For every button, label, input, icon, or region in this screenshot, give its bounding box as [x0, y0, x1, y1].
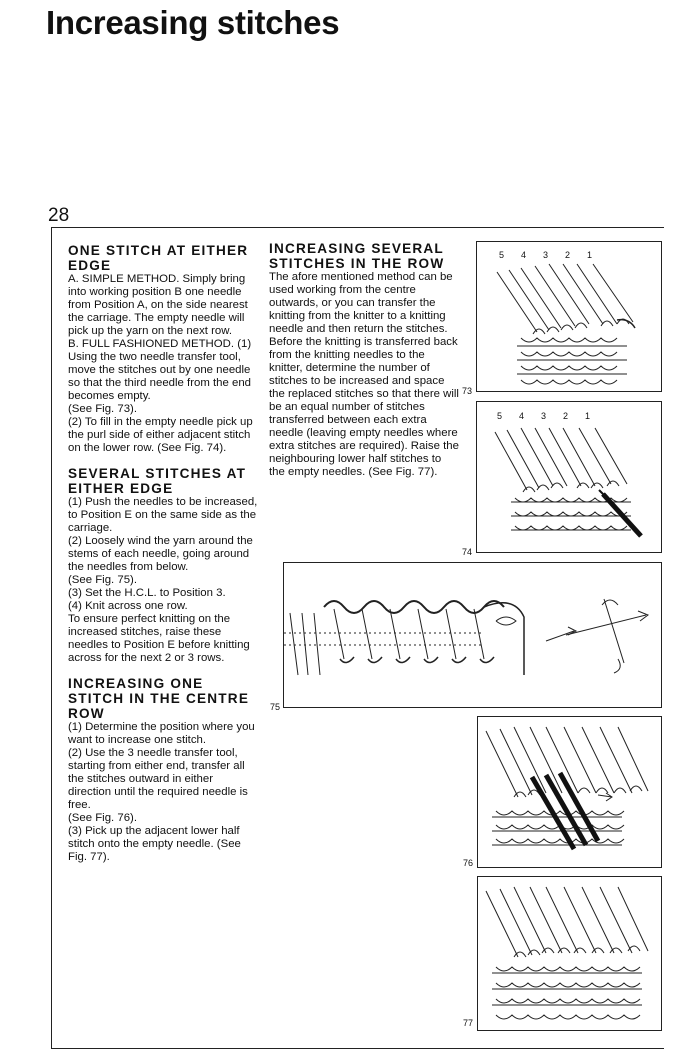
para-simple-method: A. SIMPLE METHOD. Simply bring into working position B one needle from Position A, on the side nearest the carriage. The empty needle will pick up the yarn on the next row.	[68, 273, 248, 337]
figure-75	[283, 562, 662, 708]
needle-number: 4	[519, 411, 525, 421]
para-wind-yarn: (2) Loosely wind the yarn around the stems of each needle, going around the needles from below.	[68, 535, 253, 573]
figure-77	[477, 876, 662, 1031]
figure-76-label: 76	[463, 858, 474, 868]
needle-number: 5	[499, 250, 505, 260]
figure-73	[476, 241, 662, 392]
transfer-tool-illustration	[478, 717, 661, 867]
para-knit-across: (4) Knit across one row.	[68, 600, 188, 612]
heading-one-stitch-edge: ONE STITCH AT EITHER EDGE	[68, 243, 249, 273]
needle-number: 4	[521, 250, 527, 260]
figure-76	[477, 716, 662, 868]
page-title: Increasing stitches	[46, 4, 340, 41]
para-set-hcl: (3) Set the H.C.L. to Position 3.	[68, 587, 226, 599]
heading-several-in-row: INCREASING SEVERAL STITCHES IN THE ROW	[269, 241, 445, 271]
para-push-needles: (1) Push the needles to be increased, to Position E on the same side as the carriage.	[68, 496, 258, 534]
para-see-fig-75: (See Fig. 75).	[68, 574, 138, 586]
needle-number: 1	[587, 250, 593, 260]
needle-number: 1	[585, 411, 591, 421]
figure-74	[476, 401, 662, 553]
needle-number: 3	[543, 250, 549, 260]
heading-one-stitch-centre: INCREASING ONE STITCH IN THE CENTRE ROW	[68, 676, 250, 721]
heading-several-stitches-edge: SEVERAL STITCHES AT EITHER EDGE	[68, 466, 247, 496]
figure-77-label: 77	[463, 1018, 474, 1028]
para-see-fig-73: (See Fig. 73).	[68, 403, 138, 415]
knitting-illustration-73	[477, 242, 661, 391]
left-column	[68, 243, 258, 864]
middle-column	[269, 241, 459, 479]
para-perfect-knitting: To ensure perfect knitting on the increased stitches, raise these needles to Position E before knitting across for the next 2 or 3 rows.	[68, 613, 250, 664]
para-transfer-tool: (2) Use the 3 needle transfer tool, starting from either end, transfer all the stitches outward in either direction until the required needle is free.	[68, 747, 248, 811]
para-determine-position: (1) Determine the position where you want to increase one stitch.	[68, 721, 255, 746]
needle-numbers	[499, 250, 609, 260]
needle-number: 2	[563, 411, 569, 421]
figure-75-label: 75	[270, 702, 281, 712]
figure-73-label: 73	[462, 386, 473, 396]
para-fill-empty-needle: (2) To fill in the empty needle pick up the purl side of either adjacent stitch on the lower row. (See Fig. 74).	[68, 416, 253, 454]
knitting-illustration-74	[477, 402, 661, 552]
page-number: 28	[48, 205, 70, 226]
para-full-fashioned: B. FULL FASHIONED METHOD. (1) Using the two needle transfer tool, move the stitches out by one needle so that the third needle from the end becomes empty.	[68, 338, 252, 402]
para-afore-mentioned: The afore mentioned method can be used working from the centre outwards, or you can transfer the knitting from the knitter to a knitting needle and then return the stitches. Before the knitting is transferred back from the knitting needles to the knitter, determine the number of stitches to be increased and space the replaced stitches so that there will be an equal number of stitches transferred between each extra needle (leaving empty needles where extra stitches are required). Raise the neighbouring lower half stitches to the empty needles. (See Fig. 77).	[269, 271, 459, 478]
needle-number: 3	[541, 411, 547, 421]
para-pick-up-half-stitch: (3) Pick up the adjacent lower half stitch onto the empty needle. (See Fig. 77).	[68, 825, 241, 863]
needle-number: 2	[565, 250, 571, 260]
needle-winding-illustration	[284, 563, 661, 707]
para-see-fig-76: (See Fig. 76).	[68, 812, 138, 824]
figure-74-label: 74	[462, 547, 473, 557]
pickup-illustration	[478, 877, 661, 1030]
needle-numbers	[497, 411, 607, 421]
needle-number: 5	[497, 411, 503, 421]
